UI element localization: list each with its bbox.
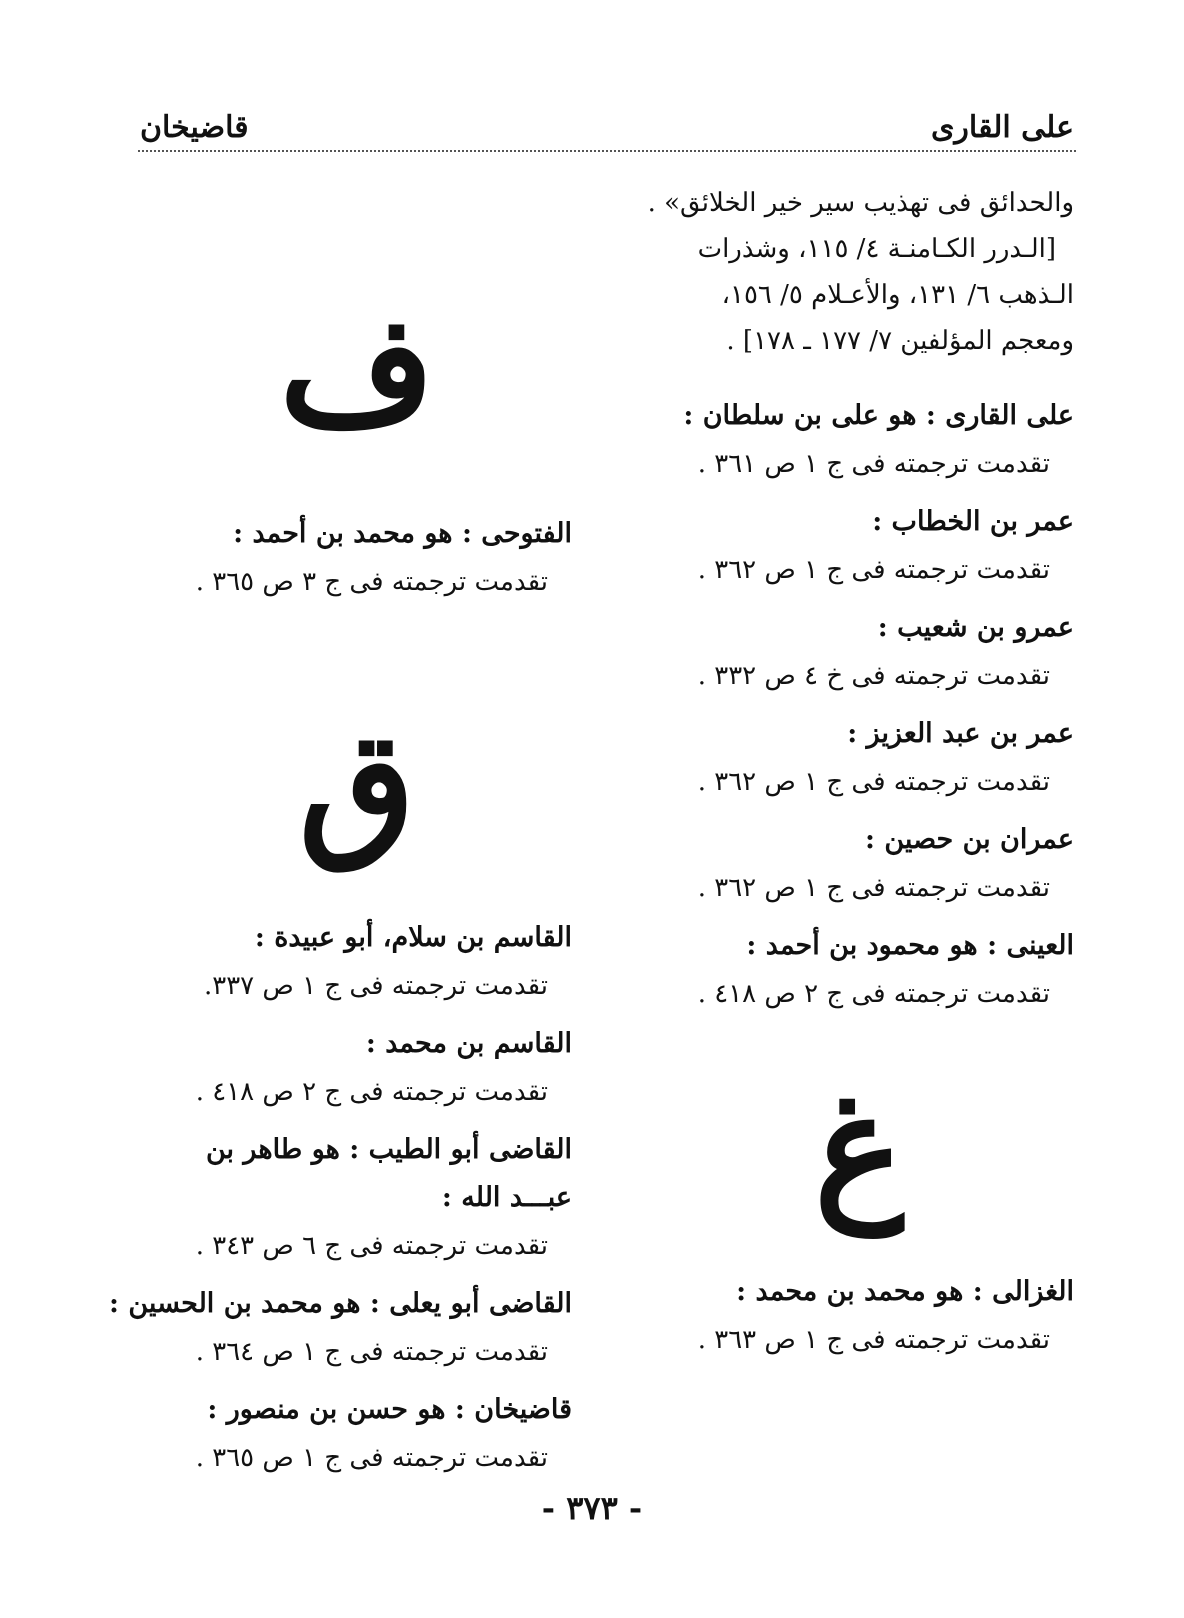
entry-title: عمرو بن شعيب : [877,612,1074,643]
entry-title: على القارى : هو على بن سلطان : [683,400,1074,431]
entry-reference: تقدمت ترجمته فى ج ١ ص ٣٣٧. [203,971,548,1001]
page-number: - ٣٧٣ - [541,1489,643,1527]
entry-title: الفتوحى : هو محمد بن أحمد : [233,518,572,549]
intro-line: [الـدرر الكـامنـة ٤/ ١١٥، وشذرات [697,234,1056,264]
intro-line: والحدائق فى تهذيب سير خير الخلائق» . [647,188,1074,218]
entry-reference: تقدمت ترجمته فى ج ١ ص ٣٦١ . [697,449,1050,479]
entry-title-continuation: عبـــد الله : [441,1182,572,1213]
section-letter-ghain: غ [814,1060,904,1236]
entry-reference: تقدمت ترجمته فى ج ١ ص ٣٦٢ . [697,767,1050,797]
entry-reference: تقدمت ترجمته فى ج ١ ص ٣٦٤ . [195,1337,548,1367]
entry-title: عمر بن عبد العزيز : [847,718,1074,749]
entry-reference: تقدمت ترجمته فى ج ١ ص ٣٦٥ . [195,1443,548,1473]
index-entry [644,1268,1074,1364]
entry-reference: تقدمت ترجمته فى ج ٣ ص ٣٦٥ . [195,567,548,597]
entry-reference: تقدمت ترجمته فى ج ١ ص ٣٦٢ . [697,873,1050,903]
entry-title: القاضى أبو الطيب : هو طاهر بن [205,1134,572,1165]
index-entry [142,914,572,1010]
intro-line: ومعجم المؤلفين ٧/ ١٧٧ ـ ١٧٨] . [726,326,1074,356]
index-entry [109,1280,572,1376]
header-dotted-rule [138,150,1076,152]
entry-title: عمران بن حصين : [865,824,1074,855]
entry-title: العينى : هو محمود بن أحمد : [746,930,1074,961]
running-header-right: على القارى [930,110,1074,145]
entry-reference: تقدمت ترجمته فى خ ٤ ص ٣٣٢ . [697,661,1050,691]
entry-reference: تقدمت ترجمته فى ج ١ ص ٣٦٣ . [697,1325,1050,1355]
index-entry [644,498,1074,594]
entry-reference: تقدمت ترجمته فى ج ٢ ص ٤١٨ . [195,1077,548,1107]
entry-reference: تقدمت ترجمته فى ج ١ ص ٣٦٢ . [697,555,1050,585]
running-header-left: قاضيخان [140,110,249,145]
entry-reference: تقدمت ترجمته فى ج ٢ ص ٤١٨ . [697,979,1050,1009]
intro-line: الـذهب ٦/ ١٣١، والأعـلام ٥/ ١٥٦، [721,280,1074,310]
index-entry [142,1020,572,1116]
index-entry [142,1386,572,1482]
intro-paragraph [644,180,1074,364]
right-column [644,180,1074,1364]
entry-reference: تقدمت ترجمته فى ج ٦ ص ٣٤٣ . [195,1231,548,1261]
index-entry [644,816,1074,912]
entry-title: الغزالى : هو محمد بن محمد : [736,1276,1074,1307]
section-letter-fa: ف [279,282,435,458]
entry-title: قاضيخان : هو حسن بن منصور : [207,1394,572,1425]
index-entry [644,922,1074,1018]
entry-title: القاضى أبو يعلى : هو محمد بن الحسين : [109,1288,572,1319]
index-entry [644,710,1074,806]
entry-title: القاسم بن محمد : [365,1028,572,1059]
index-entry [644,604,1074,700]
index-entry [142,1126,572,1270]
entry-title: القاسم بن سلام، أبو عبيدة : [254,922,572,953]
entry-title: عمر بن الخطاب : [872,506,1074,537]
left-column [109,280,572,1482]
index-entry [644,392,1074,488]
index-entry [142,510,572,606]
section-letter-qaf: ق [298,698,416,874]
